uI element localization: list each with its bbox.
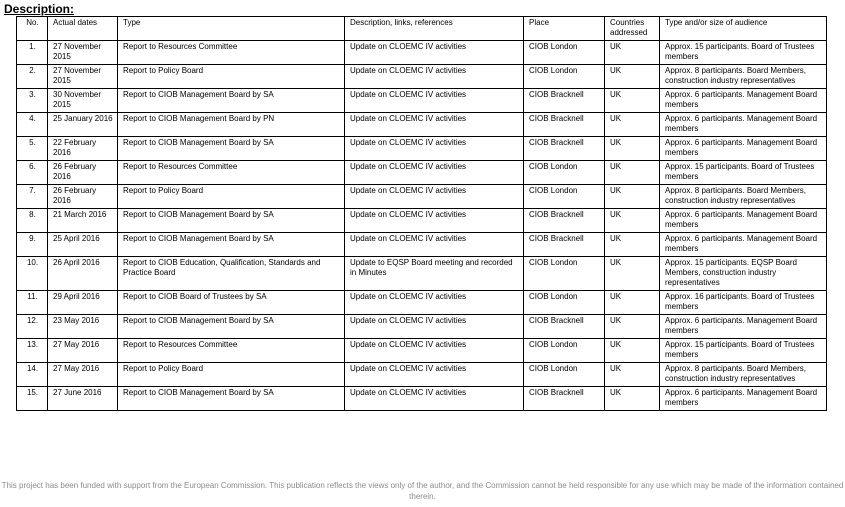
row-type: Report to Resources Committee bbox=[118, 161, 345, 185]
row-place: CIOB Bracknell bbox=[524, 233, 605, 257]
col-header-type: Type bbox=[118, 17, 345, 41]
row-country: UK bbox=[605, 161, 660, 185]
table-row bbox=[17, 291, 827, 315]
funding-disclaimer: This project has been funded with support from the European Commission. This publication reflects the views only of the author, and the Commission cannot be held responsible for any use which may be made of the information contained therein. bbox=[1, 481, 844, 501]
row-description: Update on CLOEMC IV activities bbox=[345, 387, 524, 411]
col-header-audience: Type and/or size of audience bbox=[660, 17, 827, 41]
row-country: UK bbox=[605, 291, 660, 315]
row-place: CIOB London bbox=[524, 257, 605, 291]
row-date: 26 April 2016 bbox=[48, 257, 118, 291]
row-date: 22 February 2016 bbox=[48, 137, 118, 161]
row-number: 15. bbox=[17, 387, 48, 411]
table-header-row bbox=[17, 17, 827, 41]
row-number: 2. bbox=[17, 65, 48, 89]
row-type: Report to CIOB Management Board by SA bbox=[118, 233, 345, 257]
table-row bbox=[17, 89, 827, 113]
row-type: Report to CIOB Management Board by SA bbox=[118, 137, 345, 161]
row-type: Report to CIOB Management Board by PN bbox=[118, 113, 345, 137]
row-date: 27 November 2015 bbox=[48, 41, 118, 65]
row-audience: Approx. 8 participants. Board Members, construction industry representatives bbox=[660, 185, 827, 209]
row-audience: Approx. 8 participants. Board Members, construction industry representatives bbox=[660, 65, 827, 89]
row-number: 5. bbox=[17, 137, 48, 161]
row-country: UK bbox=[605, 65, 660, 89]
row-place: CIOB Bracknell bbox=[524, 89, 605, 113]
row-audience: Approx. 15 participants. Board of Trustees members bbox=[660, 41, 827, 65]
row-place: CIOB London bbox=[524, 185, 605, 209]
row-type: Report to CIOB Management Board by SA bbox=[118, 387, 345, 411]
table-row bbox=[17, 387, 827, 411]
row-type: Report to CIOB Management Board by SA bbox=[118, 315, 345, 339]
row-date: 27 May 2016 bbox=[48, 339, 118, 363]
row-number: 7. bbox=[17, 185, 48, 209]
row-place: CIOB Bracknell bbox=[524, 387, 605, 411]
row-country: UK bbox=[605, 257, 660, 291]
row-description: Update on CLOEMC IV activities bbox=[345, 209, 524, 233]
row-audience: Approx. 15 participants. Board of Trustees members bbox=[660, 161, 827, 185]
row-audience: Approx. 6 participants. Management Board members bbox=[660, 233, 827, 257]
row-audience: Approx. 6 participants. Management Board members bbox=[660, 209, 827, 233]
row-description: Update on CLOEMC IV activities bbox=[345, 363, 524, 387]
row-type: Report to CIOB Education, Qualification, Standards and Practice Board bbox=[118, 257, 345, 291]
row-audience: Approx. 6 participants. Management Board members bbox=[660, 89, 827, 113]
col-header-description: Description, links, references bbox=[345, 17, 524, 41]
row-country: UK bbox=[605, 315, 660, 339]
row-audience: Approx. 15 participants. EQSP Board Members, construction industry representatives bbox=[660, 257, 827, 291]
row-number: 12. bbox=[17, 315, 48, 339]
row-date: 25 January 2016 bbox=[48, 113, 118, 137]
row-country: UK bbox=[605, 387, 660, 411]
row-number: 1. bbox=[17, 41, 48, 65]
table-row bbox=[17, 339, 827, 363]
row-date: 23 May 2016 bbox=[48, 315, 118, 339]
row-description: Update on CLOEMC IV activities bbox=[345, 291, 524, 315]
row-description: Update on CLOEMC IV activities bbox=[345, 233, 524, 257]
row-place: CIOB London bbox=[524, 291, 605, 315]
row-country: UK bbox=[605, 363, 660, 387]
row-date: 26 February 2016 bbox=[48, 185, 118, 209]
row-description: Update on CLOEMC IV activities bbox=[345, 315, 524, 339]
row-type: Report to CIOB Management Board by SA bbox=[118, 89, 345, 113]
table-row bbox=[17, 41, 827, 65]
row-description: Update to EQSP Board meeting and recorded in Minutes bbox=[345, 257, 524, 291]
table-body bbox=[17, 41, 827, 411]
col-header-countries: Countries addressed bbox=[605, 17, 660, 41]
row-place: CIOB London bbox=[524, 161, 605, 185]
row-audience: Approx. 15 participants. Board of Trustees members bbox=[660, 339, 827, 363]
section-heading: Description: bbox=[4, 2, 75, 16]
row-number: 3. bbox=[17, 89, 48, 113]
row-audience: Approx. 6 participants. Management Board members bbox=[660, 315, 827, 339]
row-country: UK bbox=[605, 89, 660, 113]
row-audience: Approx. 16 participants. Board of Trustees members bbox=[660, 291, 827, 315]
row-place: CIOB Bracknell bbox=[524, 137, 605, 161]
row-country: UK bbox=[605, 113, 660, 137]
row-number: 4. bbox=[17, 113, 48, 137]
dissemination-table bbox=[16, 16, 827, 411]
table-row bbox=[17, 363, 827, 387]
row-number: 13. bbox=[17, 339, 48, 363]
row-number: 11. bbox=[17, 291, 48, 315]
row-number: 14. bbox=[17, 363, 48, 387]
row-country: UK bbox=[605, 209, 660, 233]
row-audience: Approx. 6 participants. Management Board members bbox=[660, 387, 827, 411]
row-date: 27 November 2015 bbox=[48, 65, 118, 89]
row-date: 25 April 2016 bbox=[48, 233, 118, 257]
row-description: Update on CLOEMC IV activities bbox=[345, 113, 524, 137]
row-country: UK bbox=[605, 41, 660, 65]
row-number: 10. bbox=[17, 257, 48, 291]
row-audience: Approx. 8 participants. Board Members, construction industry representatives bbox=[660, 363, 827, 387]
row-number: 6. bbox=[17, 161, 48, 185]
row-type: Report to Resources Committee bbox=[118, 41, 345, 65]
row-place: CIOB London bbox=[524, 41, 605, 65]
row-place: CIOB Bracknell bbox=[524, 315, 605, 339]
table-row bbox=[17, 65, 827, 89]
row-date: 29 April 2016 bbox=[48, 291, 118, 315]
table-row bbox=[17, 233, 827, 257]
row-description: Update on CLOEMC IV activities bbox=[345, 41, 524, 65]
row-country: UK bbox=[605, 339, 660, 363]
table-row bbox=[17, 113, 827, 137]
table-row bbox=[17, 209, 827, 233]
table-row bbox=[17, 185, 827, 209]
row-date: 26 February 2016 bbox=[48, 161, 118, 185]
table-row bbox=[17, 161, 827, 185]
row-number: 8. bbox=[17, 209, 48, 233]
row-type: Report to CIOB Management Board by SA bbox=[118, 209, 345, 233]
row-description: Update on CLOEMC IV activities bbox=[345, 137, 524, 161]
row-date: 27 May 2016 bbox=[48, 363, 118, 387]
col-header-place: Place bbox=[524, 17, 605, 41]
table-row bbox=[17, 315, 827, 339]
row-description: Update on CLOEMC IV activities bbox=[345, 339, 524, 363]
row-date: 27 June 2016 bbox=[48, 387, 118, 411]
row-type: Report to Policy Board bbox=[118, 65, 345, 89]
col-header-date: Actual dates bbox=[48, 17, 118, 41]
row-place: CIOB London bbox=[524, 65, 605, 89]
row-country: UK bbox=[605, 137, 660, 161]
row-description: Update on CLOEMC IV activities bbox=[345, 65, 524, 89]
row-place: CIOB London bbox=[524, 363, 605, 387]
row-description: Update on CLOEMC IV activities bbox=[345, 161, 524, 185]
row-type: Report to Policy Board bbox=[118, 185, 345, 209]
row-country: UK bbox=[605, 185, 660, 209]
row-date: 30 November 2015 bbox=[48, 89, 118, 113]
row-country: UK bbox=[605, 233, 660, 257]
row-description: Update on CLOEMC IV activities bbox=[345, 185, 524, 209]
table-row bbox=[17, 137, 827, 161]
row-audience: Approx. 6 participants. Management Board members bbox=[660, 113, 827, 137]
row-type: Report to CIOB Board of Trustees by SA bbox=[118, 291, 345, 315]
row-description: Update on CLOEMC IV activities bbox=[345, 89, 524, 113]
col-header-no: No. bbox=[17, 17, 48, 41]
row-number: 9. bbox=[17, 233, 48, 257]
row-place: CIOB Bracknell bbox=[524, 209, 605, 233]
row-audience: Approx. 6 participants. Management Board members bbox=[660, 137, 827, 161]
row-date: 21 March 2016 bbox=[48, 209, 118, 233]
row-place: CIOB London bbox=[524, 339, 605, 363]
table-row bbox=[17, 257, 827, 291]
row-type: Report to Policy Board bbox=[118, 363, 345, 387]
row-type: Report to Resources Committee bbox=[118, 339, 345, 363]
row-place: CIOB Bracknell bbox=[524, 113, 605, 137]
